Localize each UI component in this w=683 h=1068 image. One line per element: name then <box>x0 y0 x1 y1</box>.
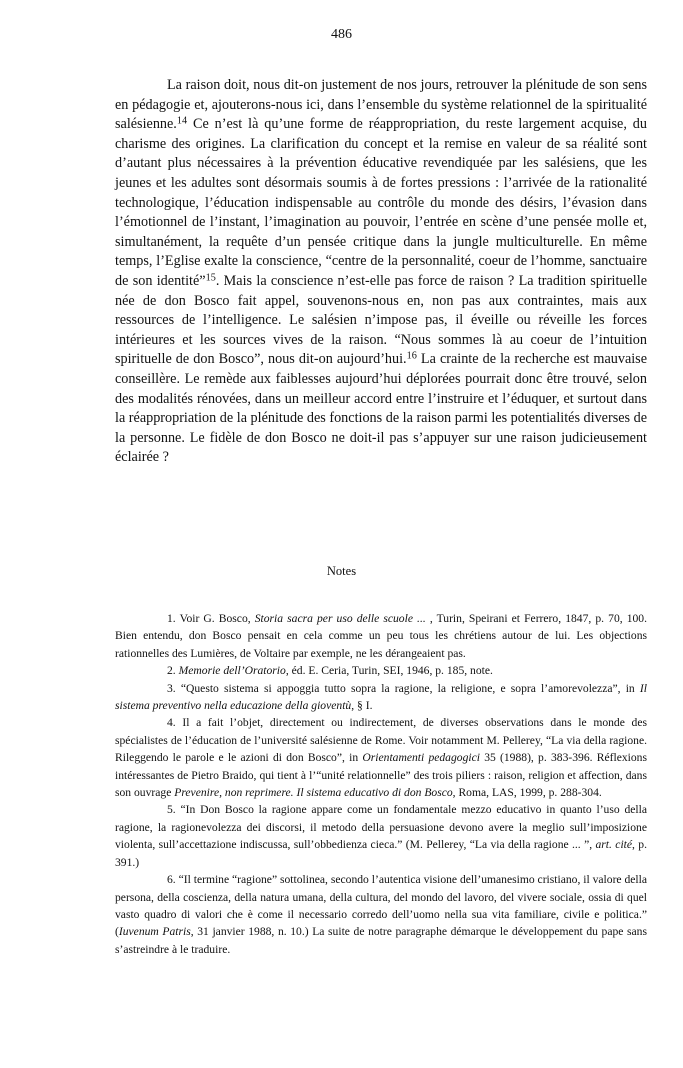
note-5 <box>115 801 647 871</box>
note-text: 3. “Questo sistema si appoggia tutto sopra la ragione, la religione, e sopra l’amorevolezza”, in <box>167 681 640 695</box>
note-text: , Turin, Speirani et Ferrero, 1847, p. 70, 100. Bien entendu, don Bosco pensait en cela comme un peu tous les chrétiens autour de lui. Les objections rationnelles des Lumières, de Voltaire par exemple, ne les dérangeaient pas. <box>115 612 648 660</box>
body-paragraph <box>115 76 647 468</box>
note-title: Iuvenum Patris <box>118 925 191 939</box>
note-text: 1. Voir G. Bosco, <box>167 612 255 625</box>
note-text: , 31 janvier 1988, n. 10.) La suite de notre paragraphe démarque le développement du pape sans s’astreindre à le traduire. <box>115 925 647 956</box>
page-number: 486 <box>331 27 352 42</box>
note-text: , Roma, LAS, 1999, p. 288-304. <box>452 786 602 800</box>
footnote-ref-16: 16 <box>406 350 417 362</box>
note-text: 4. Il a fait l’objet, directement ou indirectement, de diverses observations dans le monde des spécialistes de l’éducation de l’université salésienne de Rome. Voir notamment M. Pellerey, “La via della ragione. Rileggendo le parole e le azioni di don Bosco”, in <box>115 716 647 765</box>
note-text: , § I. <box>351 699 373 713</box>
text-run: Ce n’est là qu’une forme de réappropriation, du reste largement acquise, du charisme des origines. La clarification du concept et la remise en valeur de sa réalité sont d’autant plus nécessaires à la prévention éducative revendiquée par les salésiens, que les jeunes et les adultes sont désormais soumis à de fortes pressions : l’arrivée de la rationalité technologique, l’éducation indispensable au contrôle du monde des désirs, l’évasion dans l’émotionnel de l’instant, l’imagination au pouvoir, l’entrée en scène d’une pensée molle et, simultanément, la requête d’un pensée critique dans la jungle multiculturelle. En même temps, l’Eglise exalte la conscience, “centre de la personnalité, coeur de l’homme, sanctuaire de son identité” <box>115 116 647 289</box>
note-6 <box>115 871 647 958</box>
notes-heading: Notes <box>326 564 357 578</box>
note-2 <box>115 662 647 679</box>
notes-list <box>115 610 647 958</box>
note-title: art. cité <box>595 838 633 852</box>
text-run: La crainte de la recherche est mauvaise conseillère. Le remède aux faiblesses aujourd’hui déplorées pourrait donc être trouvé, selon des modalités rénovées, dans un meilleur accord entre l’instruire et l’éduquer, et surtout dans la réappropriation de la plénitude des fonctions de la raison parmi les potentialités diverses de la personne. Le fidèle de don Bosco ne doit-il pas s’appuyer sur une raison judicieusement éclairée ? <box>115 351 647 466</box>
footnote-ref-15: 15 <box>205 272 216 284</box>
note-title: Il sistema preventivo nella educazione della gioventù <box>115 681 647 713</box>
text-run: La raison doit, nous dit-on justement de nos jours, retrouver la plénitude de son sens en pédagogie et, ajouterons-nous ici, dans l’ensemble du système relationnel de la spiritualité salésienne. <box>115 77 647 133</box>
note-text: , p. 391.) <box>115 838 647 869</box>
footnote-ref-14: 14 <box>176 115 188 127</box>
note-text: 35 (1988), p. 383-396. Réflexions intéressantes de Pietro Braido, qui tient à l’“unité relationnelle” des trois piliers : raison, religion et affection, dans son ouvrage <box>115 751 647 800</box>
note-title: Storia sacra per uso delle scuole ... <box>254 612 426 625</box>
note-text: 2. <box>167 664 179 678</box>
note-3 <box>115 680 647 715</box>
note-title: Memorie dell’Oratorio <box>178 664 286 678</box>
note-text: 5. “In Don Bosco la ragione appare come un fondamentale mezzo educativo in quanto l’uso della ragione, la ragionevolezza dei discorsi, il metodo della persuasione devono avere la meglio sull’imposizione violenta, sull’accettazione indiscussa, sull’obbedienza cieca.” (M. Pellerey, “La via della ragione ... ”, <box>115 803 647 852</box>
note-1 <box>115 610 647 662</box>
note-text: , éd. E. Ceria, Turin, SEI, 1946, p. 185, note. <box>285 664 493 678</box>
note-title: Orientamenti pedagogici <box>362 751 480 765</box>
note-title: Prevenire, non reprimere. Il sistema educativo di don Bosco <box>174 786 453 800</box>
text-run: . Mais la conscience n’est-elle pas force de raison ? La tradition spirituelle née de don Bosco fait appel, souvenons-nous en, non pas aux contraintes, mais aux ressources de l’intelligence. Le salésien n’impose pas, il éveille ou réveille les forces intérieures et les sources vives de la raison. “Nous sommes là au coeur de l’intuition spirituelle de don Bosco”, nous dit-on aujourd’hui. <box>115 272 647 368</box>
note-4 <box>115 714 647 801</box>
note-text: 6. “Il termine “ragione” sottolinea, secondo l’autentica visione dell’umanesimo cristiano, il valore della persona, della coscienza, della natura umana, della cultura, del mondo del lavoro, del vivere sociale, ossia di quel vasto quadro di valori che è come il necessario corredo dell’uomo nella sua vita familiare, civile e politica.” ( <box>115 873 648 939</box>
